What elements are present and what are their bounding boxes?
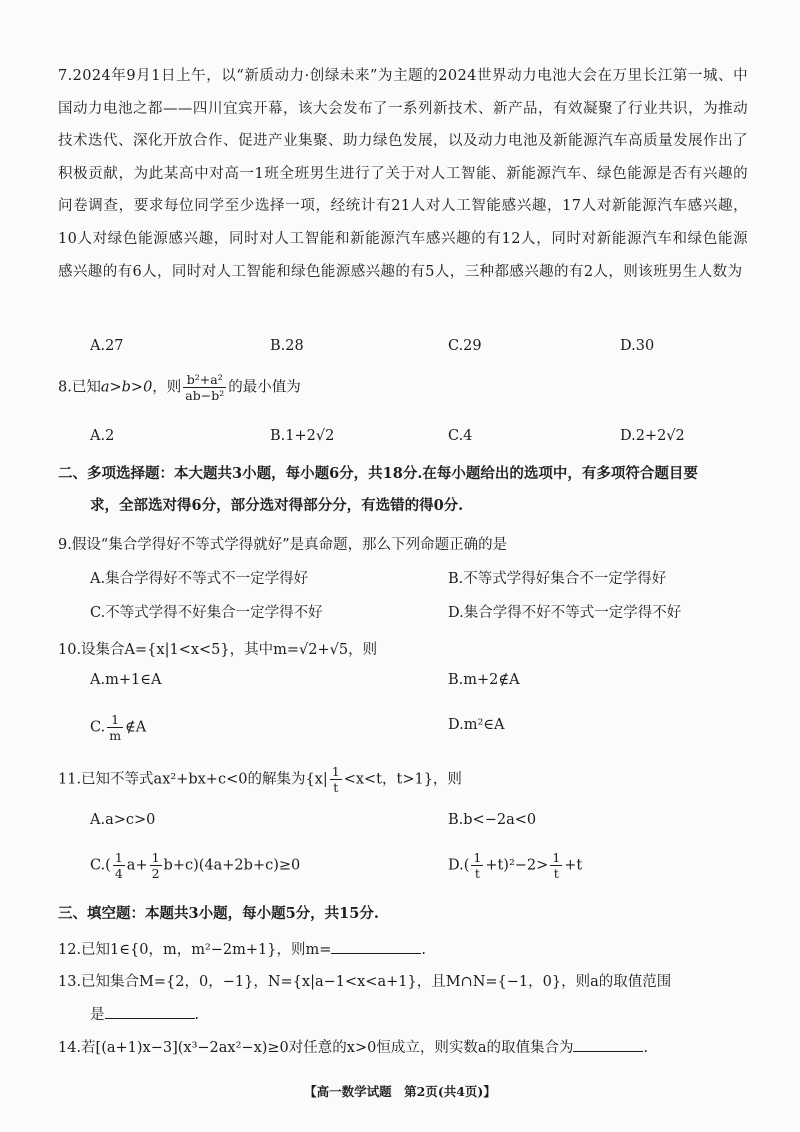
question-9-stem: 9.假设“集合学得好不等式学得就好”是真命题，那么下列命题正确的是 <box>58 537 508 553</box>
q8-fraction <box>183 372 226 403</box>
q8-then: ，则 <box>152 379 182 396</box>
question-14 <box>58 1036 648 1057</box>
q11-d-num-2: 1 <box>552 850 561 865</box>
section-2-line-1: 二、多项选择题：本大题共3小题，每小题6分，共18分.在每小题给出的选项中，有多项符合题目要 <box>58 465 698 482</box>
q14-suffix: . <box>643 1040 649 1056</box>
q11-c-den-2: 2 <box>151 866 160 881</box>
q11-d-den-2: t <box>553 866 559 881</box>
q14-answer-blank[interactable] <box>573 1037 643 1052</box>
q9-option-b: B.不等式学得好集合不一定学得好 <box>448 571 667 587</box>
q7-option-b: B.28 <box>270 338 304 354</box>
q11-c-den-1: 4 <box>114 866 123 881</box>
q10-c-fraction <box>107 712 123 743</box>
q8-prefix: 8.已知 <box>58 379 101 396</box>
q7-option-d: D.30 <box>620 338 655 354</box>
q10-option-a: A.m+1∈A <box>90 672 162 688</box>
q9-option-d: D.集合学得不好不等式一定学得不好 <box>448 605 682 621</box>
page-footer: 【高一数学试题 第2页(共4页)】 <box>304 1084 496 1099</box>
q8-option-d: D.2+2√2 <box>620 428 685 444</box>
q11-c-fraction-1 <box>113 850 125 881</box>
q11-c-num-2: 1 <box>151 850 160 865</box>
q13-answer-blank[interactable] <box>105 1004 195 1019</box>
q12-text: 12.已知1∈{0，m，m²−2m+1}，则m= <box>58 942 332 958</box>
question-10-stem: 10.设集合A={x|1<x<5}，其中m=√2+√5，则 <box>58 642 378 658</box>
q11-d-den-1: t <box>474 866 480 881</box>
question-13-line-2 <box>90 1003 199 1024</box>
q11-c-part-b: a+ <box>126 857 148 874</box>
q7-option-c: C.29 <box>448 338 482 354</box>
q11-d-fraction-2 <box>550 850 562 881</box>
q11-option-c <box>90 850 300 881</box>
q11-d-part-b: +t)²−2> <box>485 857 549 874</box>
q11-option-d <box>448 850 582 881</box>
question-11-stem <box>58 764 462 795</box>
q8-option-c: C.4 <box>448 428 473 444</box>
q11-stem-fraction <box>330 764 342 795</box>
question-8-stem <box>58 372 301 403</box>
q14-text: 14.若[(a+1)x−3](x³−2ax²−x)≥0对任意的x>0恒成立，则实数a的取值集合为 <box>58 1040 574 1056</box>
q10-c-suffix: ∉A <box>125 719 147 736</box>
q8-fraction-denominator: ab−b² <box>185 388 225 403</box>
q8-option-a: A.2 <box>90 428 115 444</box>
question-12 <box>58 938 426 959</box>
q11-d-part-a: D.( <box>448 857 470 874</box>
q11-d-fraction-1 <box>471 850 483 881</box>
q10-option-d: D.m²∈A <box>448 717 505 733</box>
q10-option-b: B.m+2∉A <box>448 672 520 688</box>
q11-c-part-c: b+c)(4a+2b+c)≥0 <box>163 857 301 874</box>
question-7-text: 7.2024年9月1日上午，以“新质动力·创绿未来”为主题的2024世界动力电池大会在万里长江第一城、中国动力电池之都——四川宜宾开幕，该大会发布了一系列新技术、新产品，有效凝聚了行业共识，为推动技术迭代、深化开放合作、促进产业集聚、助力绿色发展，以及动力电池及新能源汽车高质量发展作出了积极贡献，为此某高中对高一1班全班男生进行了关于对人工智能、新能源汽车、绿色能源是否有兴趣的问卷调查，要求每位同学至少选择一项，经统计有21人对人工智能感兴趣，17人对新能源汽车感兴趣，10人对绿色能源感兴趣，同时对人工智能和新能源汽车感兴趣的有12人，同时对新能源汽车和绿色能源感兴趣的有6人，同时对人工智能和绿色能源感兴趣的有5人，三种都感兴趣的有2人，则该班男生人数为 <box>58 68 748 280</box>
q11-stem-suffix: <x<t，t>1}，则 <box>343 771 462 788</box>
q9-option-c: C.不等式学得不好集合一定学得不好 <box>90 605 323 621</box>
q8-condition: a>b>0 <box>100 379 153 396</box>
q10-c-prefix: C. <box>90 719 106 736</box>
q8-suffix: 的最小值为 <box>228 379 301 396</box>
q8-option-b: B.1+2√2 <box>270 428 335 444</box>
q7-option-a: A.27 <box>90 338 124 354</box>
q9-option-a: A.集合学得好不等式不一定学得好 <box>90 571 309 587</box>
q11-c-num-1: 1 <box>114 850 123 865</box>
q11-c-part-a: C.( <box>90 857 111 874</box>
q11-option-a: A.a>c>0 <box>90 812 156 828</box>
q11-d-num-1: 1 <box>473 850 482 865</box>
q12-suffix: . <box>421 942 427 958</box>
section-3-header: 三、填空题：本题共3小题，每小题5分，共15分. <box>58 905 379 922</box>
q11-c-fraction-2 <box>150 850 162 881</box>
q8-fraction-numerator: b²+a² <box>183 372 226 388</box>
q11-stem-denominator: t <box>333 780 339 795</box>
q10-c-numerator: 1 <box>107 712 123 728</box>
q10-option-c <box>90 712 146 743</box>
q10-c-denominator: m <box>109 728 122 743</box>
q11-option-b: B.b<−2a<0 <box>448 812 537 828</box>
q11-d-part-c: +t <box>564 857 583 874</box>
q11-stem-numerator: 1 <box>331 764 340 779</box>
q12-answer-blank[interactable] <box>331 939 421 954</box>
section-2-header <box>58 458 758 522</box>
question-13-line-1: 13.已知集合M={2，0，−1}，N={x|a−1<x<a+1}，且M∩N={−1，0}，则a的取值范围 <box>58 974 672 990</box>
q13-line-2-prefix: 是 <box>90 1007 105 1023</box>
section-2-line-2: 求，全部选对得6分，部分选对得部分分，有选错的得0分. <box>90 497 464 514</box>
q11-stem-prefix: 11.已知不等式ax²+bx+c<0的解集为{x| <box>58 771 328 788</box>
q13-suffix: . <box>194 1007 200 1023</box>
